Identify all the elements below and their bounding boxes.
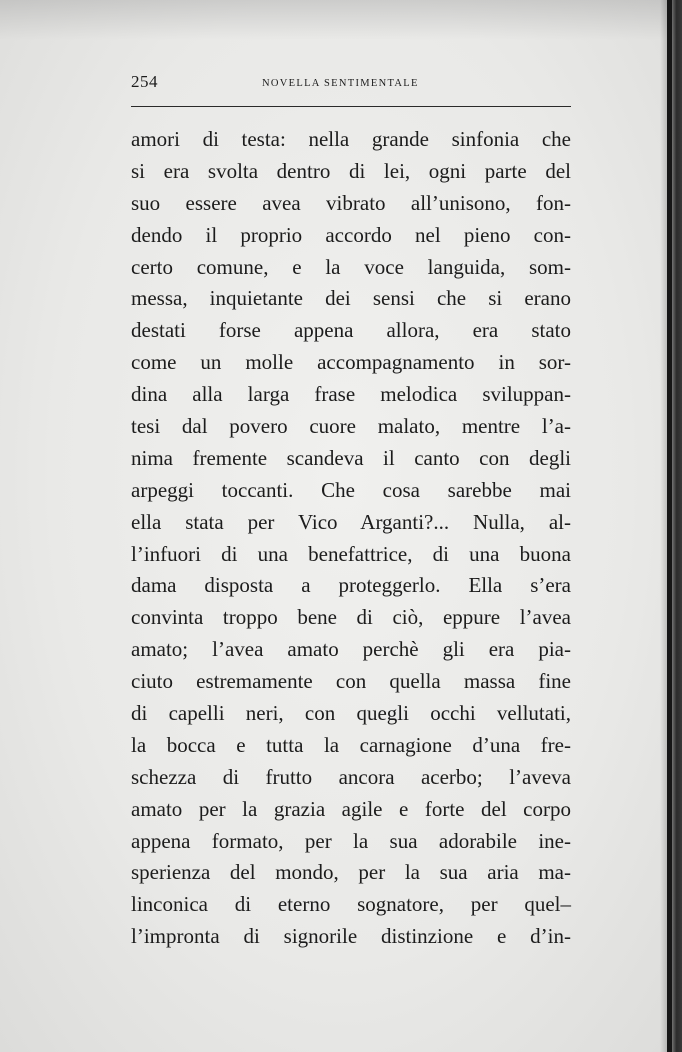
text-line: tesi dal povero cuore malato, mentre l’a- <box>131 414 571 439</box>
running-title: NOVELLA SENTIMENTALE <box>262 78 419 89</box>
text-line: messa, inquietante dei sensi che si erano <box>131 286 571 311</box>
text-line: sperienza del mondo, per la sua aria ma- <box>131 860 571 885</box>
text-line: schezza di frutto ancora acerbo; l’aveva <box>131 764 571 789</box>
text-line: amato; l’avea amato perchè gli era pia- <box>131 637 571 662</box>
text-line: come un molle accompagnamento in sor- <box>131 350 571 375</box>
text-line: dama disposta a proteggerlo. Ella s’era <box>131 573 571 598</box>
text-line: appena formato, per la sua adorabile ine- <box>131 828 571 853</box>
text-line: arpeggi toccanti. Che cosa sarebbe mai <box>131 477 571 502</box>
text-line: l’infuori di una benefattrice, di una buona <box>131 541 571 566</box>
text-line: nima fremente scandeva il canto con degli <box>131 445 571 470</box>
text-line: suo essere avea vibrato all’unisono, fon- <box>131 190 571 215</box>
header-rule <box>131 106 571 107</box>
page-header <box>131 70 571 96</box>
page-number: 254 <box>131 72 158 91</box>
text-line: amori di testa: nella grande sinfonia che <box>131 127 571 151</box>
text-line: destati forse appena allora, era stato <box>131 318 571 343</box>
text-line: l’impronta di signorile distinzione e d’in- <box>131 924 571 949</box>
page-top-shadow <box>0 0 682 40</box>
text-line: dendo il proprio accordo nel pieno con- <box>131 222 571 247</box>
text-line: ella stata per Vico Arganti?... Nulla, al- <box>131 509 571 534</box>
text-line: dina alla larga frase melodica sviluppan- <box>131 382 571 407</box>
text-line: amato per la grazia agile e forte del corpo <box>131 796 571 821</box>
text-line: convinta troppo bene di ciò, eppure l’avea <box>131 605 571 630</box>
text-line: la bocca e tutta la carnagione d’una fre- <box>131 732 571 757</box>
text-line: certo comune, e la voce languida, som- <box>131 254 571 279</box>
text-line: si era svolta dentro di lei, ogni parte del <box>131 158 571 183</box>
text-line: ciuto estremamente con quella massa fine <box>131 669 571 694</box>
book-spine-edge <box>667 0 672 1052</box>
text-line: linconica di eterno sognatore, per quel– <box>131 892 571 917</box>
body-text <box>131 124 571 953</box>
text-line: di capelli neri, con quegli occhi vellutati, <box>131 701 571 726</box>
